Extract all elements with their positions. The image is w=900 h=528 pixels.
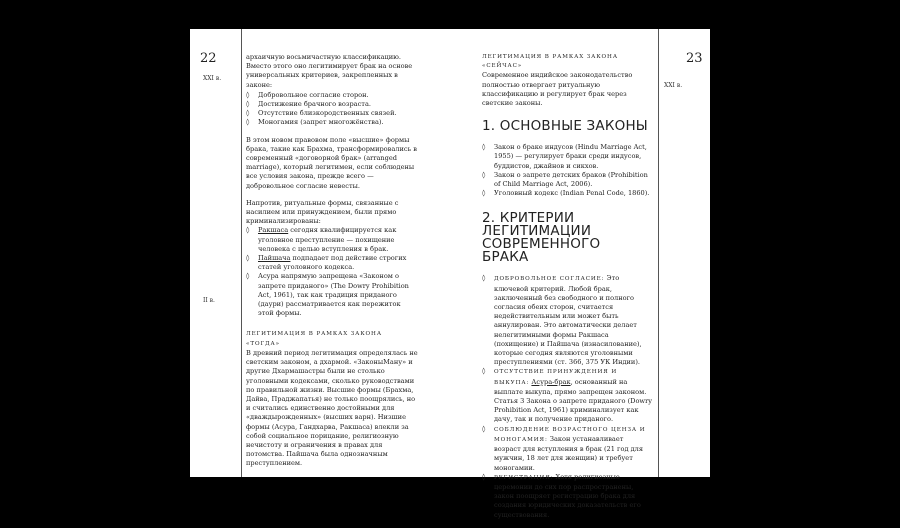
right-margin-rule — [658, 29, 659, 477]
criteria-list — [246, 91, 418, 128]
right-column — [482, 53, 652, 528]
left-page-number: 22 — [200, 51, 217, 66]
crimes-list — [246, 226, 418, 318]
modern-criteria-list — [482, 274, 652, 519]
section-text-then: В древний период легитимация определялась не светским законом, а дхармой. «ЗаконыМану» и другие Дхармашастры были не столько уголовными кодексами, сколько руководствами по правильной жизни. Высшие формы (Брахма, Дайва, Праджапатья) не только поощрялись, но и считались единственно достойными для «дваждырожденных» (высших варн). Низшие формы (Асура, Гандхарва, Ракшаса) влекли за собой социальное порицание, религиозную нечистоту и ограничения в правах для потомства. Пайшача была однозначным преступлением. — [246, 348, 418, 468]
left-column — [246, 53, 418, 477]
list-item: ◊ Асура напрямую запрещена «Законом о запрете приданого» (The Dowry Prohibition Act, 1961), так как традиция приданого (даури) рассматривается как пережиток этой формы. — [246, 272, 418, 318]
list-item: ◊ Ракшаса сегодня квалифицируется как уголовное преступление — похищение человека с целью вступления в брак. — [246, 226, 418, 254]
list-item: ◊ Пайшача подпадает под действие строгих статей уголовного кодекса. — [246, 254, 418, 272]
term-paishacha: Пайшача — [258, 254, 291, 263]
left-margin-rule — [241, 29, 242, 477]
list-item: ◊ ДОБРОВОЛЬНОЕ СОГЛАСИЕ: Это ключевой критерий. Любой брак, заключенный без свободного и полного согласия обеих сторон, считается недействительным или может быть аннулирован. Это автоматически делает нелегитимными формы Ракшаса (похищение) и Пайшача (изнасилование), которые сегодня являются уголовными преступлениями (ст. 366, 375 УК Индии). — [482, 274, 652, 367]
list-item: ◊ Закон о браке индусов (Hindu Marriage Act, 1955) — регулирует браки среди индусов, буддистов, джайнов и сикхов. — [482, 143, 652, 171]
list-item: ◊ Закон о запрете детских браков (Prohibition of Child Marriage Act, 2006). — [482, 171, 652, 189]
list-item: ◊ Добровольное согласие сторон. — [246, 91, 418, 100]
list-item: ◊ СОБЛЮДЕНИЕ ВОЗРАСТНОГО ЦЕНЗА И МОНОГАМИЯ: Закон устанавливает возраст для вступления в брак (21 год для мужчин, 18 лет для женщин) и требует моногамии. — [482, 425, 652, 473]
intro-paragraph: архаичную восьмичастную классификацию. Вместо этого оно легитимирует брак на основе универсальных критериев, закрепленных в законе: — [246, 53, 413, 89]
list-item: ◊ ОТСУТСТВИЕ ПРИНУЖДЕНИЯ И ВЫКУПА: Асура-брак, основанный на выплате выкупа, прямо запрещен законом. Статья 3 Закона о запрете приданого (Dowry Prohibition Act, 1961) криминализует как дачу, так и получение приданого. — [482, 367, 652, 424]
book-spread — [190, 29, 710, 519]
laws-list — [482, 143, 652, 198]
heading-criteria: 2. КРИТЕРИИ ЛЕГИТИМАЦИИ СОВРЕМЕННОГО БРАКА — [482, 210, 601, 266]
term-asura: Асура-брак — [531, 377, 571, 386]
section-heading-then: ЛЕГИТИМАЦИЯ В РАМКАХ ЗАКОНА «ТОГДА» — [246, 331, 382, 347]
section-heading-now: ЛЕГИТИМАЦИЯ В РАМКАХ ЗАКОНА «СЕЙЧАС» — [482, 54, 618, 70]
right-page-number: 23 — [686, 51, 703, 66]
list-item: ◊ Моногамия (запрет многожёнства). — [246, 118, 418, 127]
paragraph: В этом новом правовом поле «высшие» формы брака, такие как Брахма, трансформировались в современный «договорной брак» (arranged marriage), который легитимен, если соблюдены все условия закона, прежде всего — добровольное согласие невесты. — [246, 135, 417, 190]
margin-note-2c: II в. — [203, 297, 215, 304]
margin-note-21c: XXI в. — [203, 75, 222, 82]
paragraph: Напротив, ритуальные формы, связанные с насилием или принуждением, были прямо криминализированы: — [246, 198, 399, 226]
heading-main-laws: 1. ОСНОВНЫЕ ЗАКОНЫ — [482, 118, 648, 135]
margin-note-21c-right: XXI в. — [664, 82, 683, 89]
list-item: ◊ Отсутствие близкородственных связей. — [246, 109, 418, 118]
list-item: ◊ Уголовный кодекс (Indian Penal Code, 1860). — [482, 189, 652, 198]
list-item: ◊ Достижение брачного возраста. — [246, 100, 418, 109]
list-item: ◊ РЕГИСТРАЦИЯ: Хотя религиозные церемонии до сих пор распространены, закон поощряет регистрацию брака для создания юридических доказательств его существования. — [482, 473, 652, 520]
section-text-now: Современное индийское законодательство полностью отвергает ритуальную классификацию и регулирует брак через светские законы. — [482, 71, 633, 108]
term-rakshasa: Ракшаса — [258, 226, 289, 235]
